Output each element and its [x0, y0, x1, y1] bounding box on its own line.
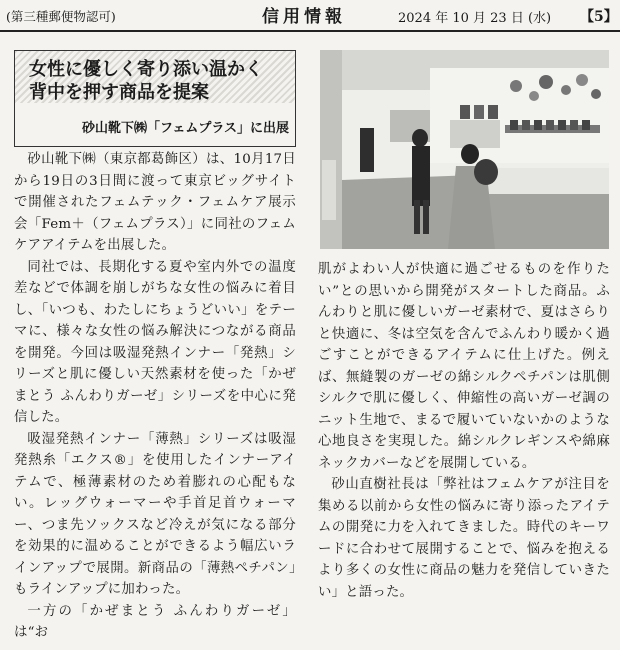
paragraph: 肌がよわい人が快適に過ごせるものを作りたい”との思いから開発がスタートした商品。ふんわりと肌に優しいガーゼ素材で、夏はさらりと快適に、冬は空気を含んでふんわり暖かく過ごすことができるアイテムに仕上げた。例えば、無縫製のガーゼの綿シルクペチパンは肌側シルクで肌に優しく、伸縮性の高いガーゼ調のニット生地で、まるで履いていないかのような心地良さを実現した。綿シルクレギンスや綿麻ネックカバーなどを展開している。 — [318, 262, 610, 471]
exhibition-booth-photo — [320, 50, 609, 249]
subheadline: 砂山靴下㈱「フェムプラス」に出展 — [82, 121, 289, 136]
headline-line-2: 背中を押す商品を提案 — [29, 82, 209, 103]
paragraph: 一方の「かぜまとう ふんわりガーゼ」は“お — [14, 603, 296, 640]
paragraph: 同社では、長期化する夏や室内外での温度差などで体調を崩しがちな女性の悩みに着目し、「いつも、わたしにちょうどいい」をテーマに、様々な女性の悩み解決につながる商品を開発。今回は吸湿発熱インナー「発熱」シリーズと肌に優しい天然素材を使った「かぜまとう ふんわりガーゼ」シリーズを中心に発信した。 — [14, 259, 296, 425]
page-header — [0, 0, 620, 32]
article-column-right — [318, 259, 610, 603]
page-number: 【5】 — [580, 9, 618, 25]
article-column-left — [14, 149, 296, 644]
headline-box — [14, 50, 296, 147]
booth-photo-illustration — [320, 50, 609, 249]
paragraph: 吸湿発熱インナー「薄熱」シリーズは吸湿発熱糸「エクス®」を使用したインナーアイテムで、極薄素材のため着膨れの心配もない。レッグウォーマーや手首足首ウォーマー、つま先ソックスなど冷えが気になる部分を効果的に温めることができるよう幅広いラインアップで展開。新商品の「薄熱ペチパン」もラインアップに加わった。 — [14, 431, 296, 597]
newspaper-title: 信用情報 — [262, 7, 346, 27]
headline-line-1: 女性に優しく寄り添い温かく — [29, 59, 263, 80]
paragraph: 砂山靴下㈱（東京都葛飾区）は、10月17日から19日の3日間に渡って東京ビッグサイトで開催されたフェムテック・フェムケア展示会「Fem＋（フェムプラス）」に同社のフェムケアアイテムを出展した。 — [14, 152, 296, 253]
issue-date: 2024 年 10 月 23 日 (水) — [398, 11, 552, 26]
paragraph: 砂山直樹社長は「弊社はフェムケアが注目を集める以前から女性の悩みに寄り添ったアイテムの開発に力を入れてきました。時代のキーワードに合わせて展開することで、悩みを抱えるより多くの女性に商品の魅力を発信していきたい」と語った。 — [318, 477, 610, 600]
postal-note: (第三種郵便物認可) — [6, 9, 116, 24]
